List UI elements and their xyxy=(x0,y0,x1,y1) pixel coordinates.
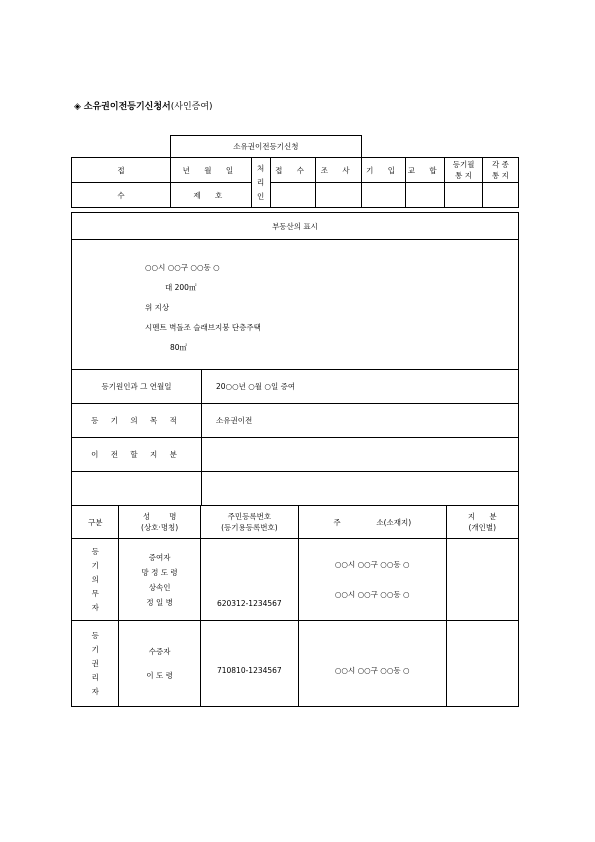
receipt-blank-4 xyxy=(445,183,483,208)
receipt-col-2: 기 입 xyxy=(361,158,405,183)
parties-header-share: 지 분 (개인별) xyxy=(446,506,518,539)
property-body xyxy=(72,240,519,370)
holder-addr: ○○시 ○○구 ○○동 ○ xyxy=(298,621,446,707)
receipt-col-3: 교 합 xyxy=(406,158,445,183)
obligor-name-2: 상속인 xyxy=(148,582,171,592)
property-table xyxy=(71,212,519,506)
obligor-addr xyxy=(298,539,446,621)
receipt-je: 제 호 xyxy=(170,183,251,208)
receipt-col-0: 접 수 xyxy=(270,158,315,183)
purpose-value: 소유권이전 xyxy=(202,404,519,438)
parties-header-id: 주민등록번호 (등기용등록번호) xyxy=(200,506,298,539)
blank-row-label xyxy=(72,472,202,506)
receipt-col-4: 등기필 통 지 xyxy=(445,158,483,183)
blank-row-value xyxy=(202,472,519,506)
holder-id: 710810-1234567 xyxy=(200,621,298,707)
holder-name-0: 수증자 xyxy=(148,646,171,656)
share-value xyxy=(202,438,519,472)
receipt-col-5: 각 종 통 지 xyxy=(482,158,518,183)
property-line-1: 대 200㎡ xyxy=(165,283,197,292)
property-line-4: 80㎡ xyxy=(170,343,188,352)
parties-header-gubun: 구분 xyxy=(72,506,119,539)
title-sub: (사인증여) xyxy=(170,102,213,112)
obligor-name-0: 증여자 xyxy=(148,552,171,562)
property-line-3: 시멘트 벽돌조 슬래브지붕 단층주택 xyxy=(145,323,261,332)
parties-header-addr: 주 소(소재지) xyxy=(298,506,446,539)
property-line-2: 위 지상 xyxy=(145,303,170,312)
receipt-table xyxy=(71,135,519,208)
parties-table xyxy=(71,505,519,707)
property-line-0: ○○시 ○○구 ○○동 ○ xyxy=(145,263,220,272)
receipt-blank-3 xyxy=(406,183,445,208)
receipt-blank-0 xyxy=(270,183,315,208)
obligor-addr-1: ○○시 ○○구 ○○동 ○ xyxy=(334,559,410,569)
receipt-blank-2 xyxy=(361,183,405,208)
obligor-label: 등 기 의 무 자 xyxy=(72,539,119,621)
cause-label: 등기원인과 그 연월일 xyxy=(72,370,202,404)
receipt-jeop: 접 xyxy=(72,158,171,183)
receipt-cheori: 처 리 인 xyxy=(251,158,270,208)
receipt-blank-5 xyxy=(482,183,518,208)
receipt-col-1: 조 사 xyxy=(315,158,361,183)
page-title: ◈ 소유권이전등기신청서(사인증여) xyxy=(74,102,213,112)
obligor-id: 620312-1234567 xyxy=(200,539,298,621)
receipt-ymd: 년 월 일 xyxy=(170,158,251,183)
purpose-label: 등 기 의 목 적 xyxy=(72,404,202,438)
receipt-header: 소유권이전등기신청 xyxy=(170,136,361,158)
holder-name-1: 이 도 령 xyxy=(146,670,173,680)
receipt-blank-1 xyxy=(315,183,361,208)
obligor-share xyxy=(446,539,518,621)
title-main: 소유권이전등기신청서 xyxy=(83,102,171,112)
receipt-su: 수 xyxy=(72,183,171,208)
property-header: 부동산의 표시 xyxy=(72,213,519,240)
obligor-name-1: 망 정 도 령 xyxy=(141,567,178,577)
obligor-addr-2: ○○시 ○○구 ○○동 ○ xyxy=(334,589,410,599)
holder-names xyxy=(119,621,200,707)
obligor-name-3: 정 일 병 xyxy=(146,597,173,607)
parties-header-name: 성 명 (상호·명칭) xyxy=(119,506,200,539)
holder-share xyxy=(446,621,518,707)
holder-label: 등 기 권 리 자 xyxy=(72,621,119,707)
obligor-names xyxy=(119,539,200,621)
share-label: 이 전 할 지 분 xyxy=(72,438,202,472)
cause-value: 20○○년 ○월 ○일 증여 xyxy=(202,370,519,404)
